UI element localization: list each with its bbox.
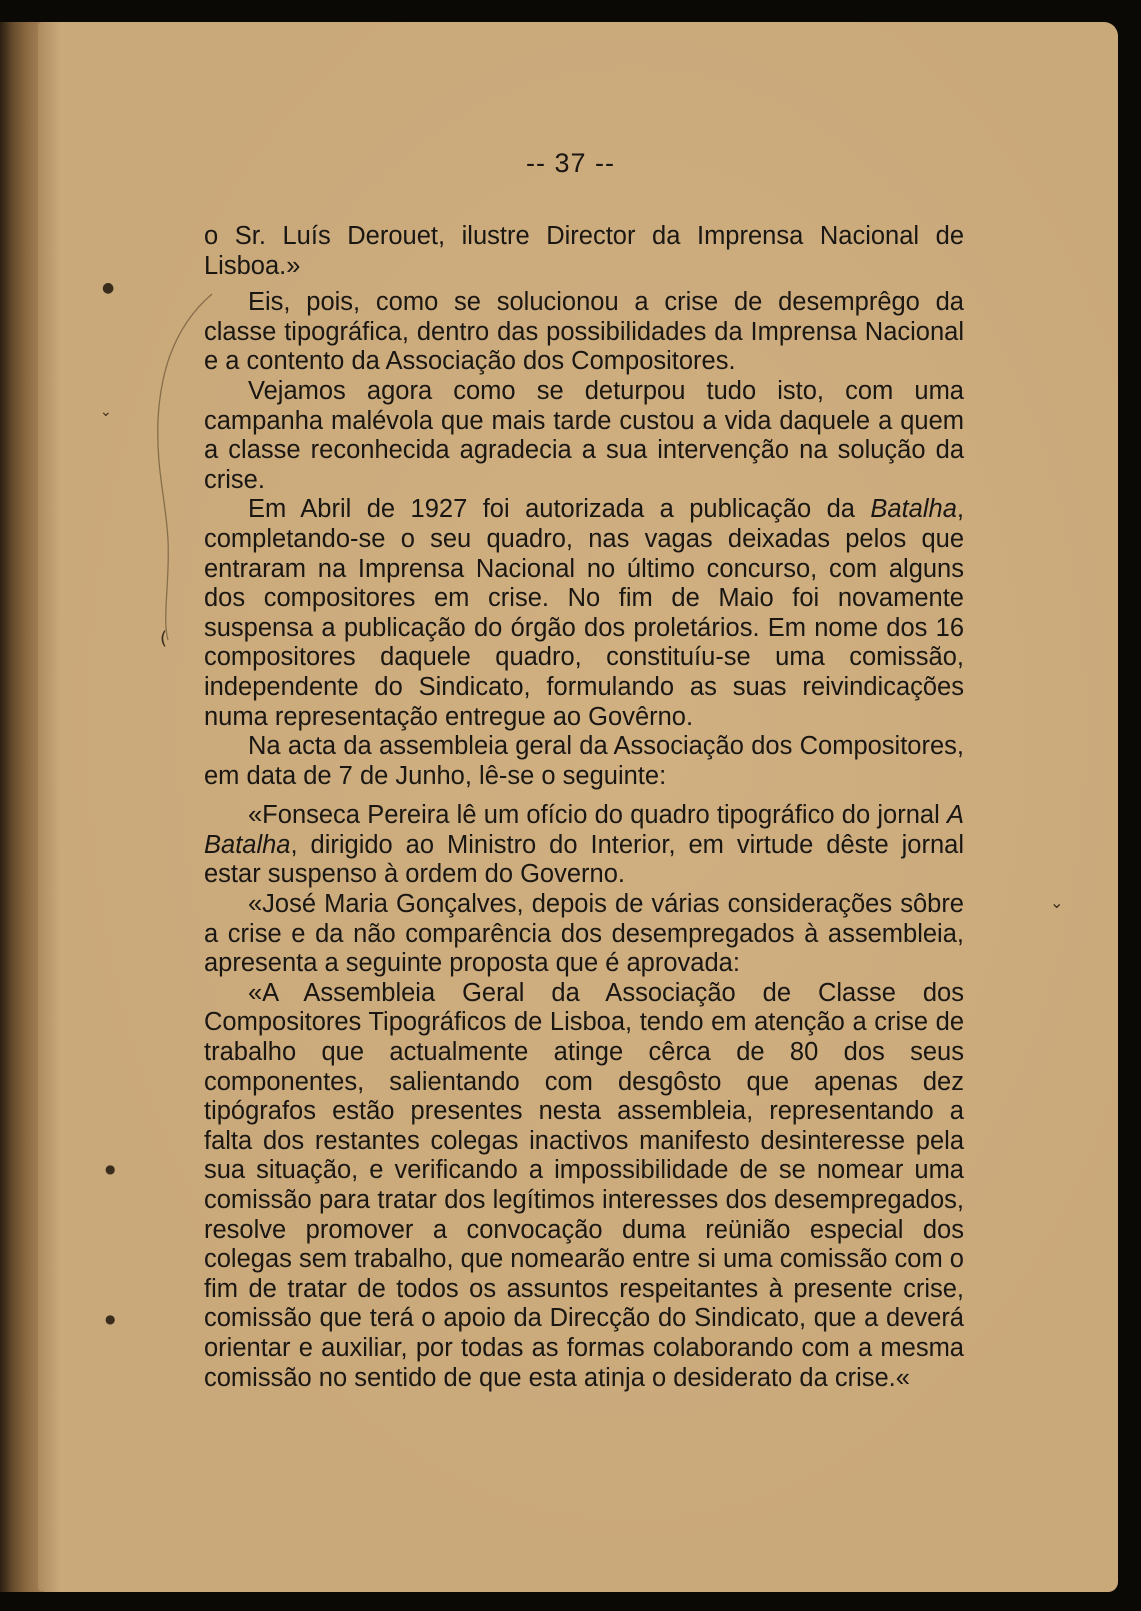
book-spine-edge: [0, 22, 42, 1592]
paragraph-1: o Sr. Luís Derouet, ilustre Director da Imprensa Nacional de Lisboa.»: [204, 222, 964, 280]
speck-dot-icon: ⌄: [100, 404, 112, 420]
speck-dot-icon: ●: [105, 1162, 116, 1176]
paragraph-4-text-b: , completando-se o seu quadro, nas vagas deixadas pelos que entraram na Imprensa Nacional no último concurso, com alguns dos compositores em crise. No fim de Maio foi novamente suspensa a publicação do órgão dos proletários. Em nome dos 16 compositores daquele quadro, constituíu-se uma comissão, independente do Sindicato, formulando as suas reivindicações numa representação entregue ao Govêrno.: [204, 495, 964, 731]
paragraph-2: Eis, pois, como se solucionou a crise de desemprêgo da classe tipográfica, dentro das possibilidades da Imprensa Nacional e a contento da Associação dos Compositores.: [204, 288, 964, 376]
page-number: -- 37 --: [526, 148, 615, 178]
quote-1-text-a: «Fonseca Pereira lê um ofício do quadro tipográfico do jornal: [248, 801, 947, 830]
paragraph-4: [204, 495, 964, 732]
pencil-mark-icon: (: [160, 628, 168, 649]
newspaper-title-batalha: Batalha: [870, 495, 957, 524]
quote-paragraph-2: «José Maria Gonçalves, depois de várias considerações sôbre a crise e da não comparência dos desempregados à assembleia, apresenta a seguinte proposta que é aprovada:: [204, 890, 964, 978]
speck-dot-icon: ⌄: [1050, 893, 1064, 912]
paragraph-3: Vejamos agora como se deturpou tudo isto, com uma campanha malévola que mais tarde custou a vida daquele a quem a classe reconhecida agradecia a sua intervenção na solução da crise.: [204, 376, 964, 494]
speck-dot-icon: ●: [105, 1312, 116, 1326]
newspaper-title-a-batalha: A Batalha: [204, 801, 964, 859]
page-body-text: [204, 222, 964, 1393]
quote-1-text-b: , dirigido ao Ministro do Interior, em virtude dêste jornal estar suspenso à ordem do Governo.: [204, 830, 964, 889]
quote-paragraph-1: [204, 801, 964, 890]
speck-dot-icon: ●: [102, 280, 115, 296]
paragraph-4-text-a: Em Abril de 1927 foi autorizada a publicação da: [248, 495, 871, 524]
quote-paragraph-3: «A Assembleia Geral da Associação de Classe dos Compositores Tipográficos de Lisboa, tendo em atenção a crise de trabalho que actualmente atinge cêrca de 80 dos seus componentes, salientando com desgôsto que apenas dez tipógrafos estão presentes nesta assembleia, representando a falta dos restantes colegas inactivos manifesto desinteresse pela sua situação, e verificando a impossibilidade de se nomear uma comissão para tratar dos legítimos interesses dos desempregados, resolve promover a convocação duma reünião especial dos colegas sem trabalho, que nomearão entre si uma comissão com o fim de tratar de todos os assuntos respeitantes à presente crise, comissão que terá o apoio da Direcção do Sindicato, que a deverá orientar e auxiliar, por todas as formas colaborando com a mesma comissão no sentido de que esta atinja o desiderato da crise.«: [204, 978, 964, 1392]
paragraph-5: Na acta da assembleia geral da Associação dos Compositores, em data de 7 de Junho, lê-se o seguinte:: [204, 732, 964, 790]
